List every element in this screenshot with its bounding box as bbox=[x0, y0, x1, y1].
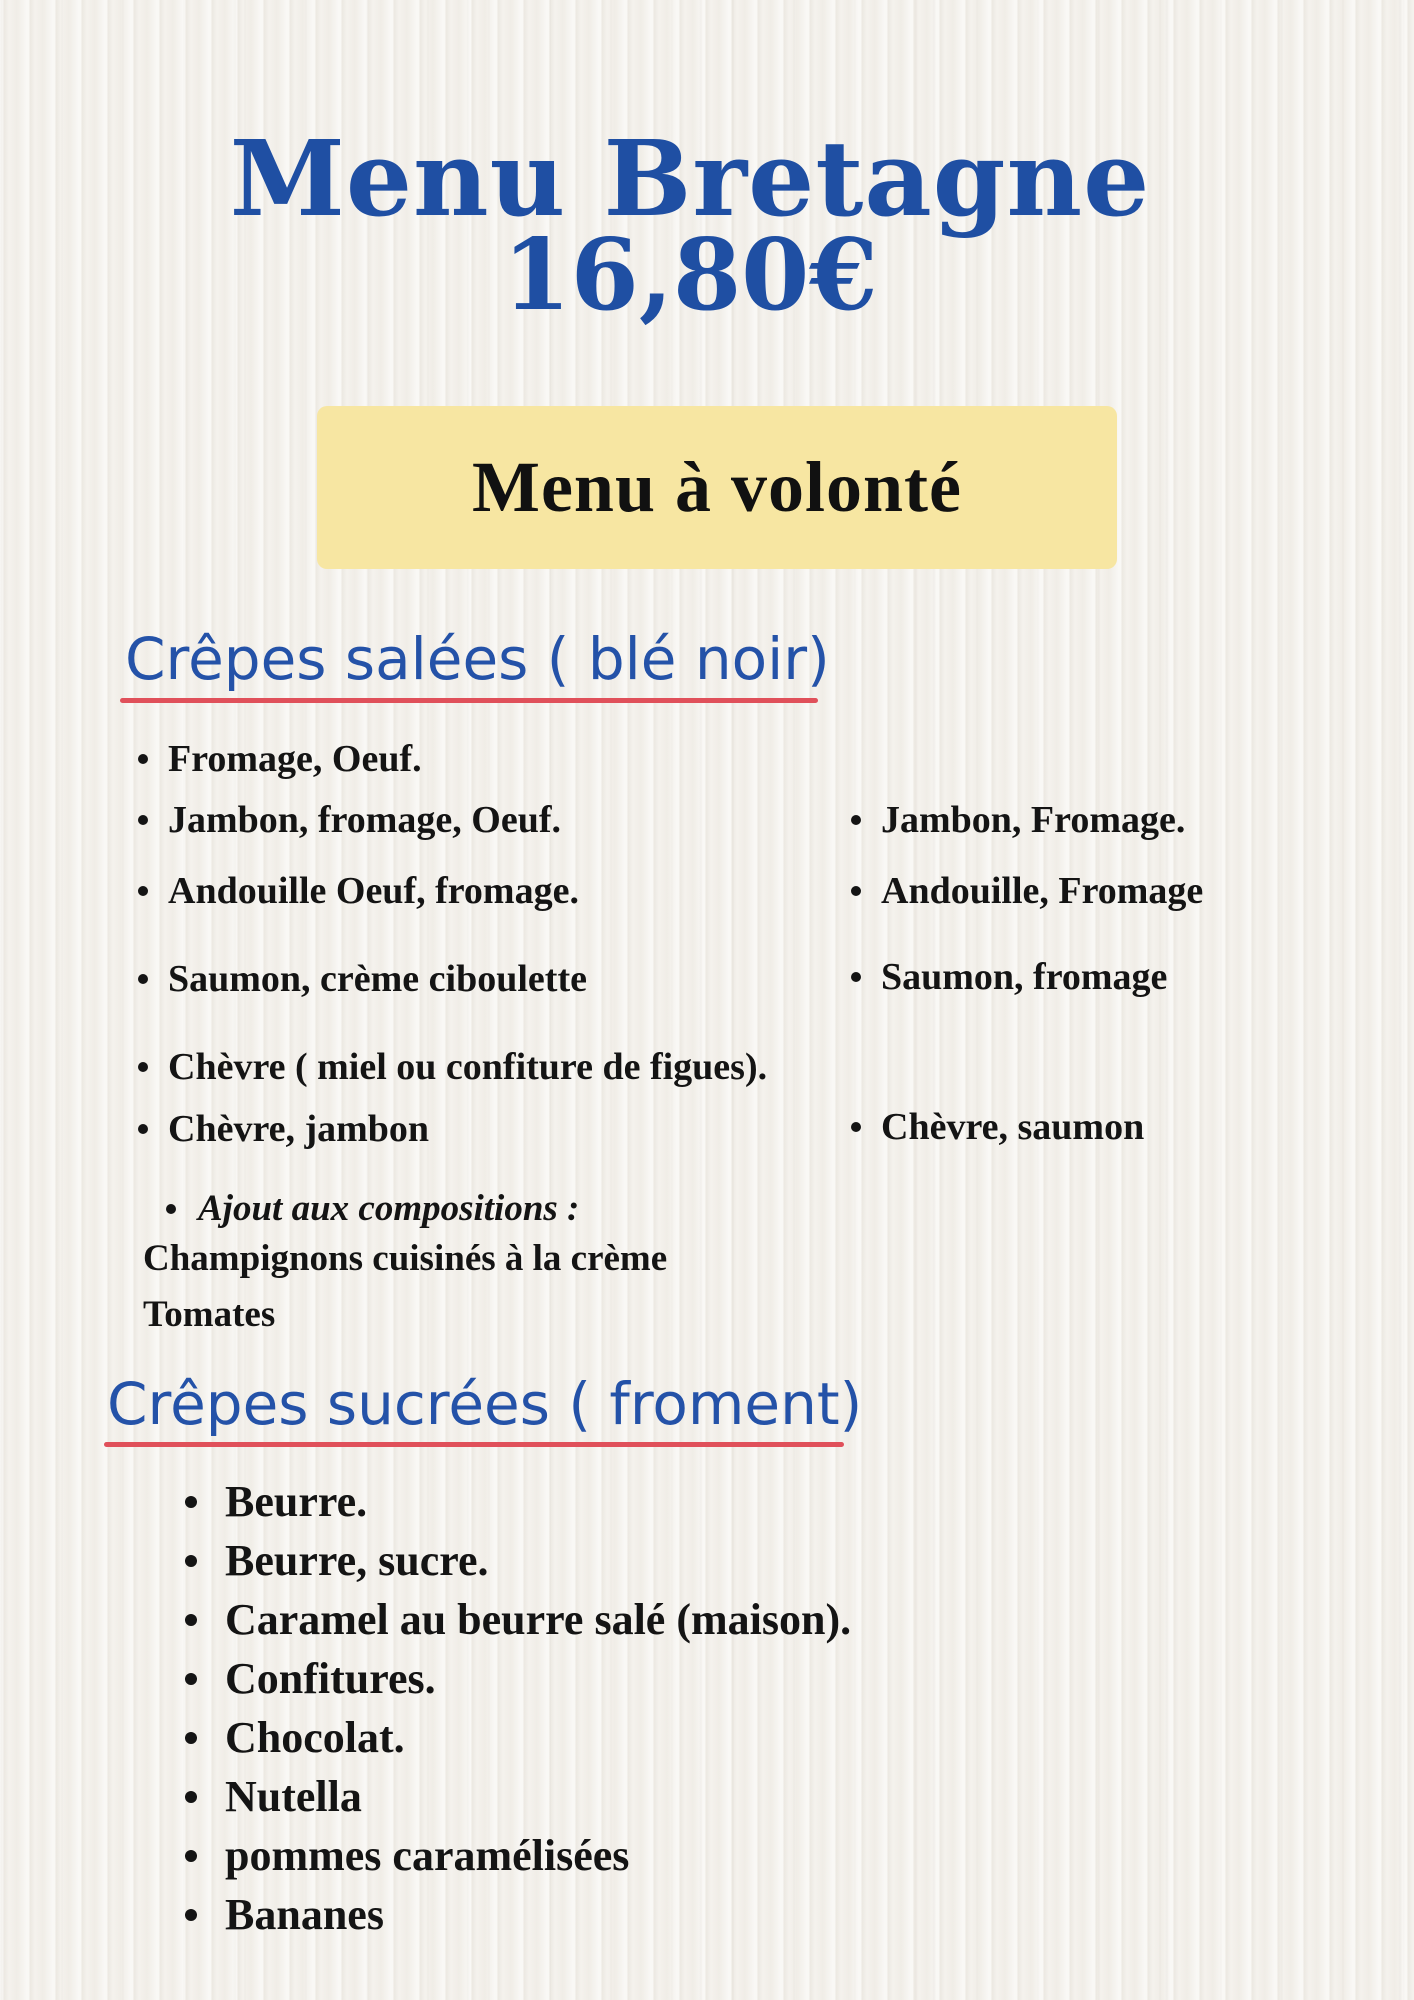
list-item: Andouille Oeuf, fromage. bbox=[138, 872, 579, 910]
list-item: Caramel au beurre salé (maison). bbox=[185, 1598, 851, 1642]
list-item: Confitures. bbox=[185, 1657, 436, 1701]
menu-title: Menu Bretagne bbox=[229, 116, 1151, 240]
bullet-icon bbox=[185, 1909, 197, 1921]
list-item: Beurre. bbox=[185, 1480, 367, 1524]
bullet-icon bbox=[138, 754, 148, 764]
list-item: Chocolat. bbox=[185, 1716, 405, 1760]
bullet-icon bbox=[185, 1496, 197, 1508]
list-item: Chèvre, jambon bbox=[138, 1110, 429, 1148]
bullet-icon bbox=[185, 1732, 197, 1744]
list-item: Nutella bbox=[185, 1775, 362, 1819]
bullet-icon bbox=[185, 1614, 197, 1626]
menu-banner bbox=[317, 406, 1117, 569]
list-item: Saumon, fromage bbox=[851, 958, 1167, 996]
bullet-icon bbox=[138, 974, 148, 984]
list-item: Jambon, Fromage. bbox=[851, 801, 1185, 839]
bullet-icon bbox=[851, 815, 861, 825]
list-item: Saumon, crème ciboulette bbox=[138, 960, 587, 998]
extras-label: Ajout aux compositions : bbox=[166, 1190, 579, 1227]
bullet-icon bbox=[185, 1791, 197, 1803]
list-item: Chèvre ( miel ou confiture de figues). bbox=[138, 1048, 767, 1086]
list-item: Bananes bbox=[185, 1893, 384, 1937]
list-item: Andouille, Fromage bbox=[851, 872, 1203, 910]
extras-line: Champignons cuisinés à la crème bbox=[143, 1238, 668, 1279]
list-item: Beurre, sucre. bbox=[185, 1539, 489, 1583]
section-title-sucrees: Crêpes sucrées ( froment) bbox=[107, 1370, 863, 1438]
bullet-icon bbox=[185, 1673, 197, 1685]
extras-line: Tomates bbox=[143, 1294, 276, 1335]
bullet-icon bbox=[185, 1555, 197, 1567]
bullet-icon bbox=[138, 1062, 148, 1072]
bullet-icon bbox=[138, 815, 148, 825]
bullet-icon bbox=[138, 886, 148, 896]
menu-price: 16,80€ bbox=[502, 218, 878, 333]
bullet-icon bbox=[851, 1122, 861, 1132]
bullet-icon bbox=[851, 886, 861, 896]
bullet-icon bbox=[166, 1204, 176, 1214]
bullet-icon bbox=[851, 972, 861, 982]
list-item: Jambon, fromage, Oeuf. bbox=[138, 801, 561, 839]
section-underline-salees bbox=[120, 698, 818, 703]
section-underline-sucrees bbox=[104, 1442, 844, 1447]
banner-label: Menu à volonté bbox=[472, 447, 962, 527]
list-item: Fromage, Oeuf. bbox=[138, 740, 422, 778]
bullet-icon bbox=[185, 1850, 197, 1862]
bullet-icon bbox=[138, 1124, 148, 1134]
list-item: pommes caramélisées bbox=[185, 1834, 629, 1878]
section-title-salees: Crêpes salées ( blé noir) bbox=[125, 625, 830, 693]
list-item: Chèvre, saumon bbox=[851, 1108, 1144, 1146]
